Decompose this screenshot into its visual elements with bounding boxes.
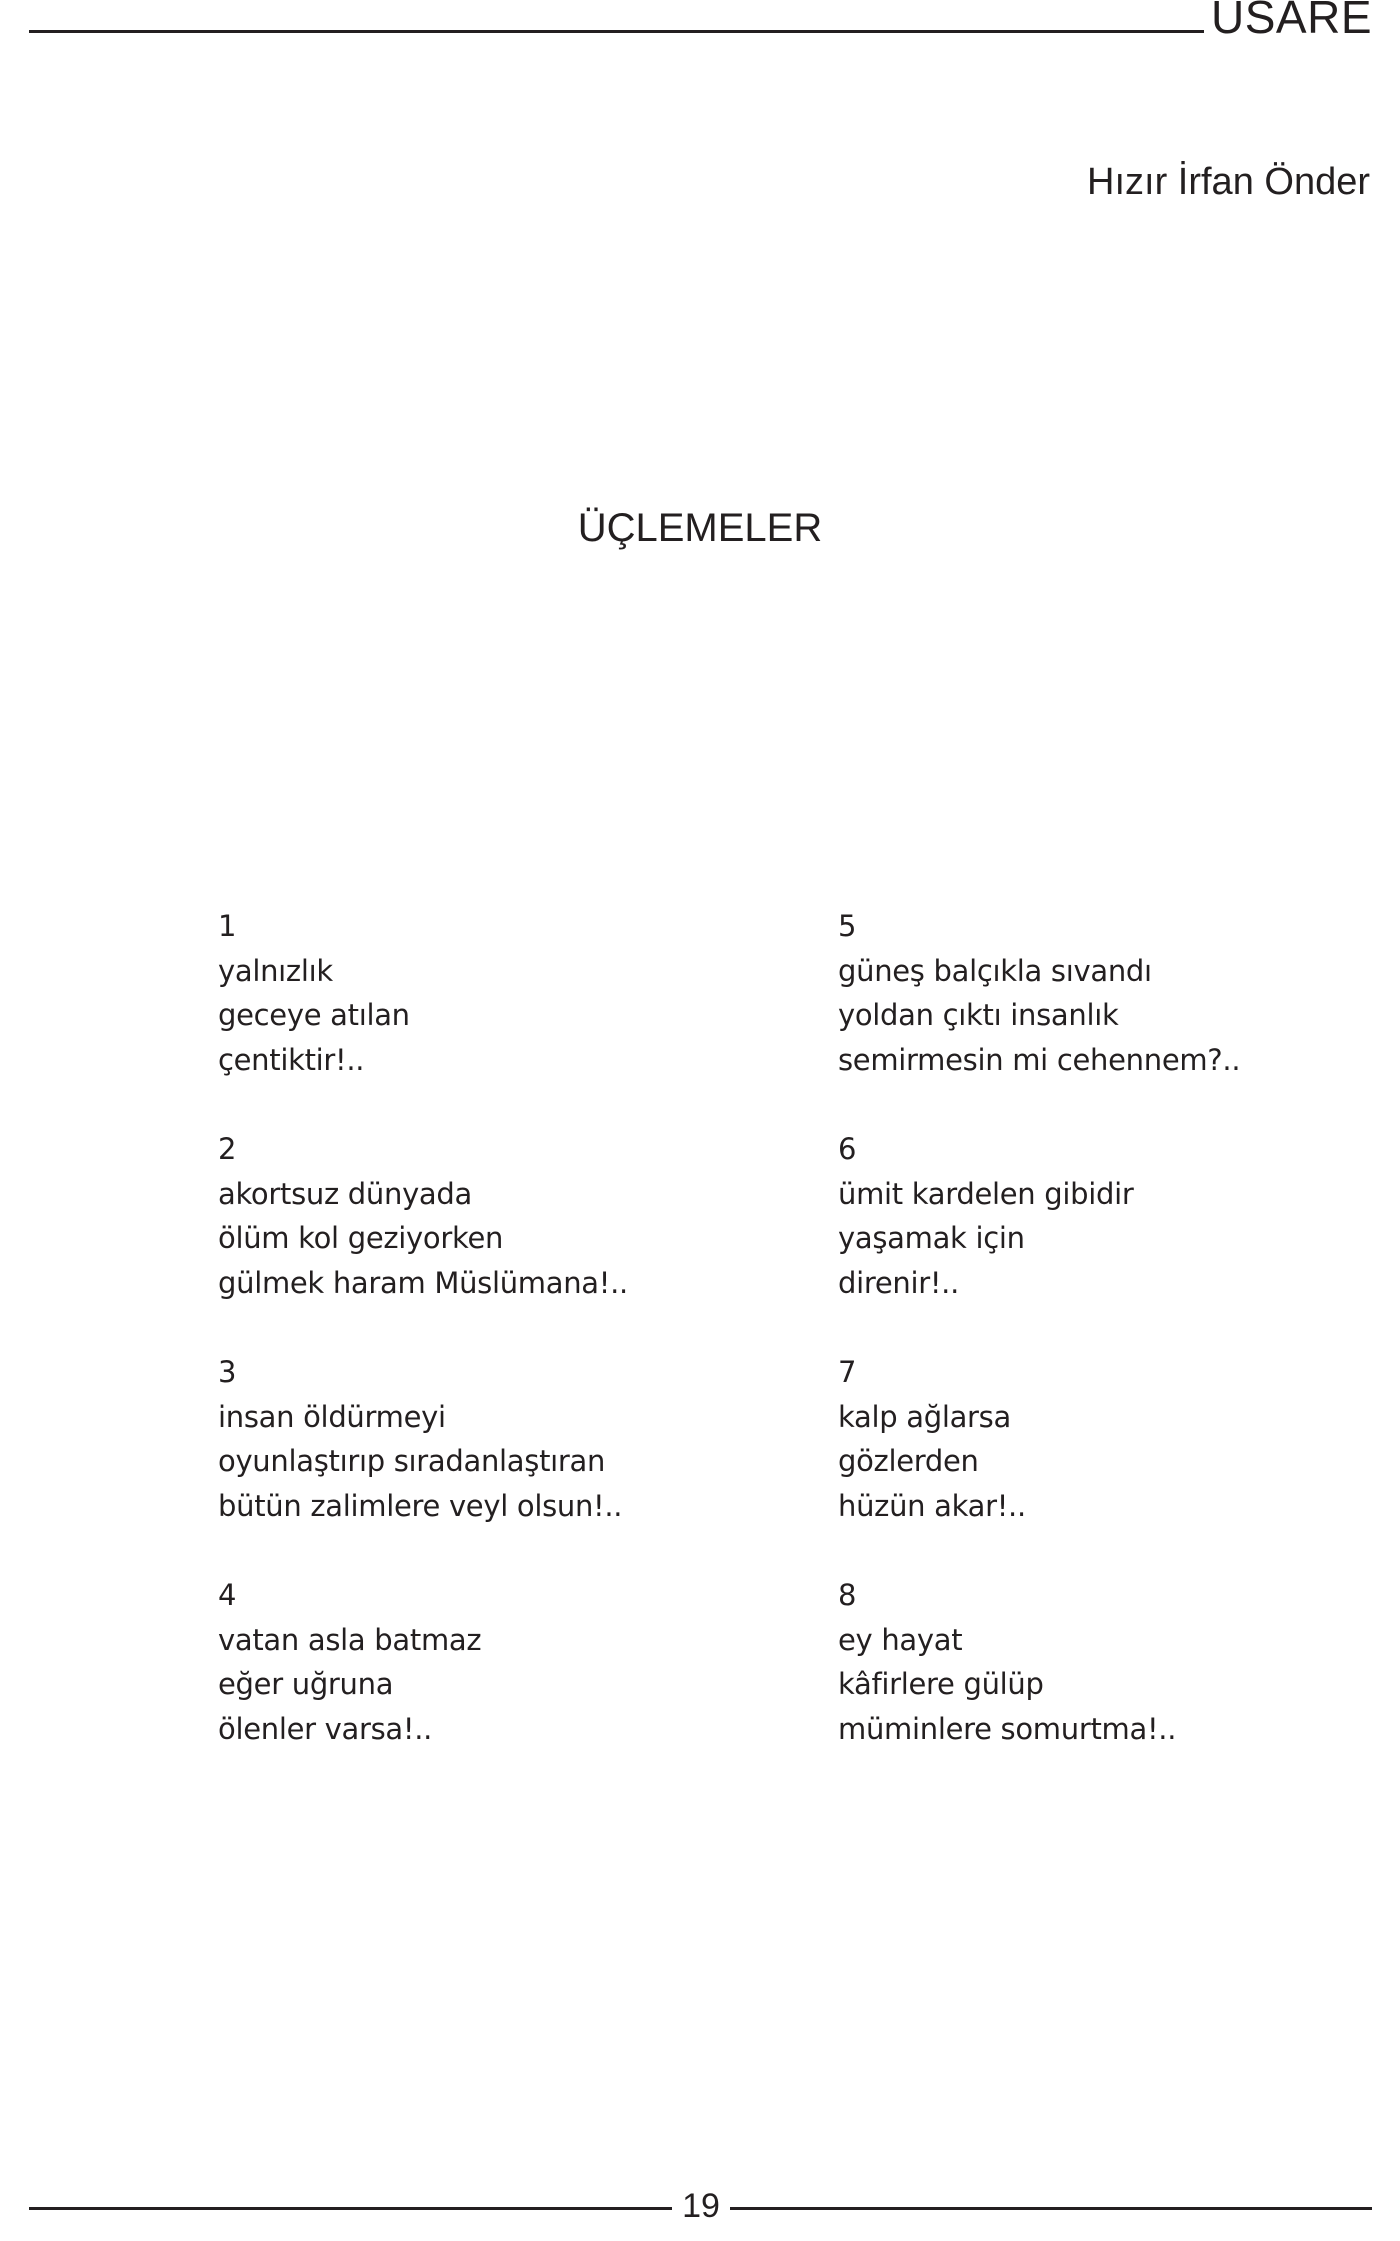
stanza-line: eğer uğruna bbox=[218, 1667, 394, 1702]
author-name: Hızır İrfan Önder bbox=[1087, 161, 1370, 203]
page-number: 19 bbox=[682, 2187, 720, 2225]
stanza-number: 5 bbox=[838, 909, 857, 943]
stanza-6 bbox=[838, 1127, 1240, 1350]
poem-column-right bbox=[838, 904, 1240, 1796]
stanza-7 bbox=[838, 1350, 1240, 1573]
stanza-line: ey hayat bbox=[838, 1622, 963, 1657]
footer-rule-right bbox=[730, 2207, 1372, 2210]
stanza-line: çentiktir!.. bbox=[218, 1042, 365, 1077]
stanza-line: insan öldürmeyi bbox=[218, 1399, 446, 1434]
stanza-8 bbox=[838, 1573, 1240, 1796]
poem-title bbox=[0, 504, 1400, 552]
stanza-line: güneş balçıkla sıvandı bbox=[838, 953, 1152, 988]
stanza-4 bbox=[218, 1573, 628, 1796]
stanza-5 bbox=[838, 904, 1240, 1127]
header-rule bbox=[29, 30, 1204, 33]
stanza-line: ölüm kol geziyorken bbox=[218, 1221, 504, 1256]
footer-rule-left bbox=[29, 2207, 672, 2210]
stanza-line: müminlere somurtma!.. bbox=[838, 1711, 1177, 1746]
stanza-line: yaşamak için bbox=[838, 1221, 1025, 1256]
stanza-number: 1 bbox=[218, 909, 237, 943]
journal-name: USARE bbox=[1211, 0, 1372, 43]
stanza-line: kalp ağlarsa bbox=[838, 1399, 1011, 1434]
stanza-number: 6 bbox=[838, 1132, 857, 1166]
poem-column-left bbox=[218, 904, 628, 1796]
stanza-line: ölenler varsa!.. bbox=[218, 1711, 433, 1746]
stanza-number: 8 bbox=[838, 1578, 857, 1612]
stanza-number: 2 bbox=[218, 1132, 237, 1166]
stanza-number: 4 bbox=[218, 1578, 237, 1612]
stanza-line: ümit kardelen gibidir bbox=[838, 1176, 1134, 1211]
stanza-line: geceye atılan bbox=[218, 998, 410, 1033]
stanza-line: kâfirlere gülüp bbox=[838, 1667, 1044, 1702]
stanza-line: bütün zalimlere veyl olsun!.. bbox=[218, 1488, 623, 1523]
stanza-line: gülmek haram Müslümana!.. bbox=[218, 1265, 628, 1300]
stanza-line: vatan asla batmaz bbox=[218, 1622, 482, 1657]
poem-title-text: ÜÇLEMELER bbox=[577, 506, 823, 550]
stanza-line: semirmesin mi cehennem?.. bbox=[838, 1042, 1241, 1077]
stanza-line: direnir!.. bbox=[838, 1265, 960, 1300]
stanza-3 bbox=[218, 1350, 628, 1573]
stanza-1 bbox=[218, 904, 628, 1127]
stanza-number: 7 bbox=[838, 1355, 857, 1389]
stanza-line: gözlerden bbox=[838, 1444, 979, 1479]
stanza-line: yalnızlık bbox=[218, 953, 333, 988]
stanza-line: yoldan çıktı insanlık bbox=[838, 998, 1119, 1033]
stanza-line: hüzün akar!.. bbox=[838, 1488, 1026, 1523]
stanza-line: akortsuz dünyada bbox=[218, 1176, 472, 1211]
stanza-number: 3 bbox=[218, 1355, 237, 1389]
stanza-line: oyunlaştırıp sıradanlaştıran bbox=[218, 1444, 606, 1479]
stanza-2 bbox=[218, 1127, 628, 1350]
